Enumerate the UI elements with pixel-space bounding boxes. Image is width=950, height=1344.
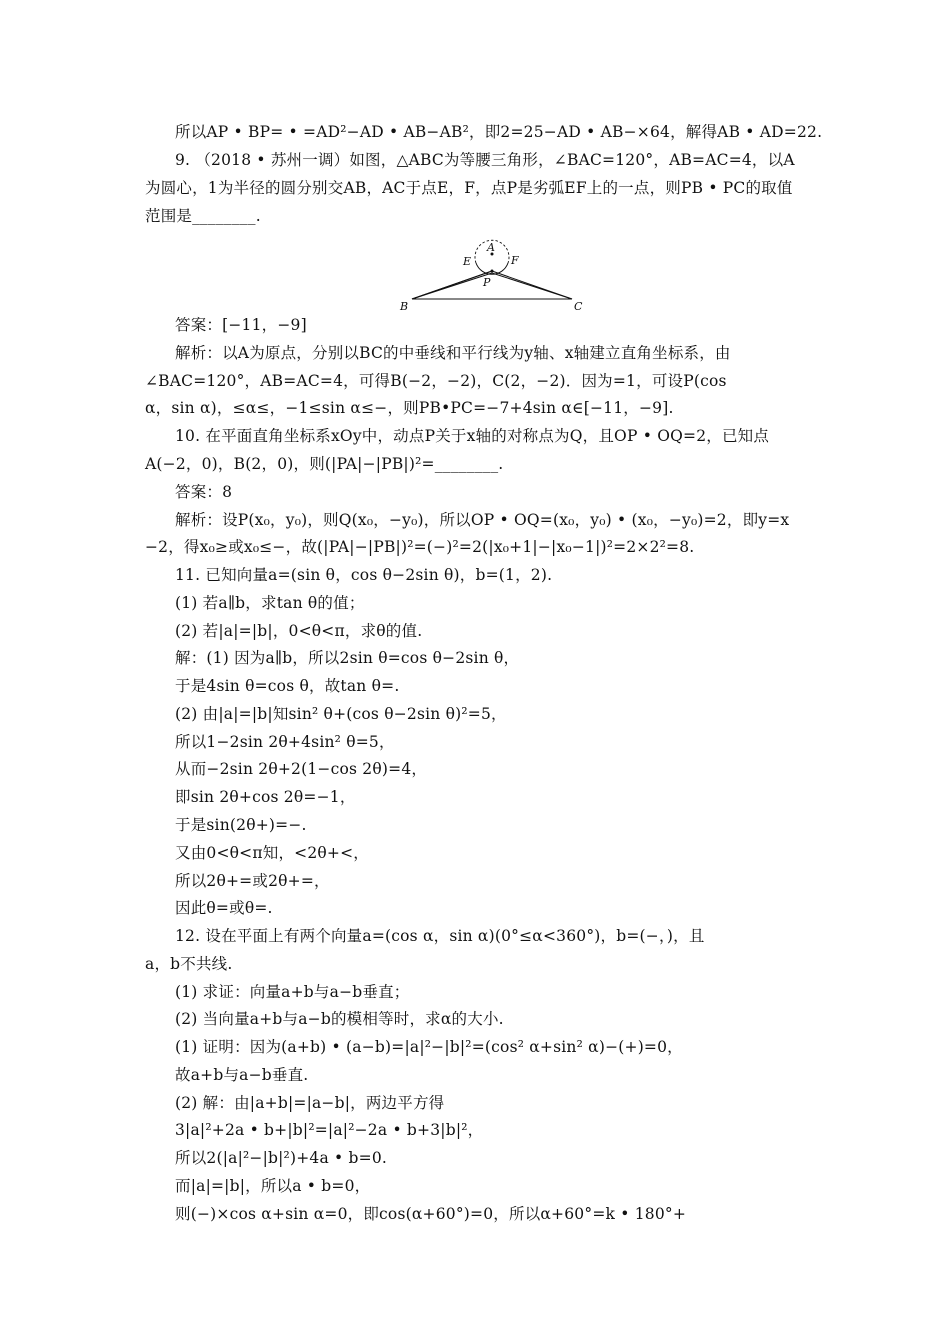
text-line: 解：(1) 因为a∥b，所以2sin θ=cos θ−2sin θ，	[175, 649, 520, 667]
text-line: 解析：以A为原点，分别以BC的中垂线和平行线为y轴、x轴建立直角坐标系，由	[175, 344, 731, 362]
text-line: 所以2θ+=或2θ+=，	[175, 872, 330, 890]
text-line: 所以1−2sin 2θ+4sin² θ=5，	[175, 733, 395, 751]
answer-line: 答案：8	[175, 483, 233, 501]
label-A: A	[487, 241, 495, 254]
text-line: α，sin α)，≤α≤，−1≤sin α≤−，则PB•PC=−7+4sin α∈[−11，−9].	[145, 399, 674, 417]
text-line: 而|a|=|b|，所以a • b=0，	[175, 1177, 371, 1195]
text-line: (1) 若a∥b，求tan θ的值；	[175, 594, 365, 612]
text-line: −2，得x₀≥或x₀≤−，故(|PA|−|PB|)²=(−)²=2(|x₀+1|−|x₀−1|)²=2×2²=8.	[145, 538, 695, 556]
triangle-circle-figure	[398, 232, 588, 318]
problem-11-line: 11. 已知向量a=(sin θ，cos θ−2sin θ)，b=(1，2).	[175, 566, 553, 584]
answer-line: 答案：[−11，−9]	[175, 316, 307, 334]
text-line: 3|a|²+2a • b+|b|²=|a|²−2a • b+3|b|²，	[175, 1121, 484, 1139]
text-line: 故a+b与a−b垂直.	[175, 1066, 309, 1084]
text-line: (2) 解：由|a+b|=|a−b|，两边平方得	[175, 1094, 445, 1112]
text-line: 从而−2sin 2θ+2(1−cos 2θ)=4，	[175, 760, 428, 778]
text-line: 范围是________.	[145, 207, 261, 225]
problem-10-line: 10. 在平面直角坐标系xOy中，动点P关于x轴的对称点为Q，且OP • OQ=2，已知点	[175, 427, 770, 445]
text-line: (2) 当向量a+b与a−b的模相等时，求α的大小.	[175, 1010, 504, 1028]
text-line: ∠BAC=120°，AB=AC=4，可得B(−2，−2)，C(2，−2)．因为=1，可设P(cos	[145, 372, 727, 390]
label-C: C	[574, 300, 583, 313]
text-line: (2) 由|a|=|b|知sin² θ+(cos θ−2sin θ)²=5，	[175, 705, 507, 723]
text-line: (2) 若|a|=|b|，0<θ<π，求θ的值.	[175, 622, 423, 640]
text-line: 于是4sin θ=cos θ，故tan θ=.	[175, 677, 400, 695]
text-line: 所以2(|a|²−|b|²)+4a • b=0.	[175, 1149, 388, 1167]
text-line: 于是sin(2θ+)=−.	[175, 816, 307, 834]
text-line: A(−2，0)，B(2，0)，则(|PA|−|PB|)²=________.	[145, 455, 504, 473]
text-line: 所以AP • BP= • =AD²−AD • AB−AB²，即2=25−AD • AB−×64，解得AB • AD=22.	[175, 123, 823, 141]
text-line: 解析：设P(x₀，y₀)，则Q(x₀，−y₀)，所以OP • OQ=(x₀，y₀) • (x₀，−y₀)=2，即y=x	[175, 511, 790, 529]
text-line: 则(−)×cos α+sin α=0，即cos(α+60°)=0，所以α+60°=k • 180°+	[175, 1205, 687, 1223]
text-line: 为圆心，1为半径的圆分别交AB，AC于点E，F，点P是劣弧EF上的一点，则PB • PC的取值	[145, 179, 793, 197]
text-line: 又由0<θ<π知，<2θ+<，	[175, 844, 370, 862]
label-F: F	[511, 254, 519, 267]
text-line: 即sin 2θ+cos 2θ=−1，	[175, 788, 356, 806]
label-E: E	[463, 255, 472, 268]
text-line: a，b不共线.	[145, 955, 233, 973]
text-line: 因此θ=或θ=.	[175, 899, 273, 917]
label-P: P	[483, 276, 491, 289]
problem-9-line: 9. （2018 • 苏州一调）如图，△ABC为等腰三角形，∠BAC=120°，AB=AC=4，以A	[175, 151, 795, 169]
text-line: (1) 求证：向量a+b与a−b垂直；	[175, 983, 410, 1001]
label-B: B	[400, 300, 409, 313]
text-line: (1) 证明：因为(a+b) • (a−b)=|a|²−|b|²=(cos² α+sin² α)−(+)=0，	[175, 1038, 683, 1056]
problem-12-line: 12. 设在平面上有两个向量a=(cos α，sin α)(0°≤α<360°)，b=(−，)，且	[175, 927, 705, 945]
